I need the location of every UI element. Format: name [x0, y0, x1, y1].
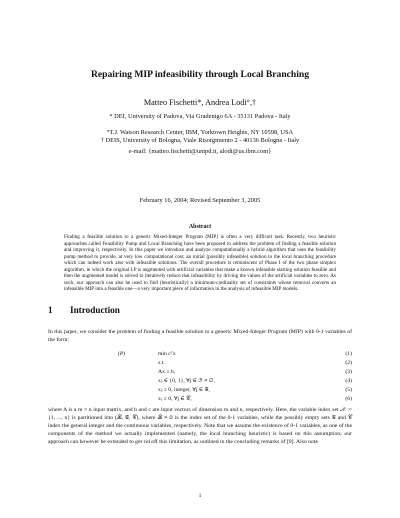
formulation-row	[48, 360, 352, 368]
formulation-expression: Ax ≥ b,	[158, 369, 176, 375]
formulation-expression: min cᵀx	[158, 351, 176, 357]
affiliation-padova: * DEI, University of Padova, Via Gradenigo 6A - 35131 Padova - Italy	[109, 113, 291, 120]
formulation-label: (P)	[118, 351, 126, 357]
equation-number: (3)	[345, 369, 352, 375]
equation-number: (5)	[345, 387, 352, 393]
formulation-row	[48, 396, 352, 404]
equation-number: (2)	[345, 360, 352, 366]
formulation-row	[48, 378, 352, 386]
intro-paragraph-1: In this paper, we consider the problem of finding a feasible solution to a generic Mixed-Integer Program (MIP) with 0-1 variables of the form:	[48, 329, 352, 343]
section-title: Introduction	[70, 305, 120, 315]
formulation-expression: xⱼ ∈ {0, 1}, ∀j ∈ ℬ ≠ ∅,	[158, 378, 216, 384]
section-number: 1	[48, 305, 53, 315]
abstract-text: Finding a feasible solution to a generic Mixed-Integer Program (MIP) is often a very difficult task. Recently, two heuristic approaches called Feasibility Pump and Local Branching have been proposed to address the problem of finding a feasible solution and improving it, respectively. In this paper we introduce and analyze computationally a hybrid algorithm that uses the feasibility pump method to provide, at very low computational cost, an initial (possibly infeasible) solution to the local branching procedure which can indeed work also with infeasible solutions. The overall procedure is reminiscent of Phase I of the two phase simplex algorithm, in which the original LP is augmented with artificial variables that make a known infeasible starting solution feasible and then the augmented model is solved to iteratively reduce that infeasibility by driving the values of the artificial variables to zero. As such, our approach can also be used to find (heuristically) a minimum-cardinality set of constraints whose removal converts an infeasible MIP into a feasible one—a very important piece of information in the analysis of infeasible MIP models.	[64, 234, 336, 293]
formulation-expression: xⱼ ≥ 0, integer, ∀j ∈ 𝒢,	[158, 387, 210, 393]
mip-formulation	[48, 351, 352, 403]
formulation-expression: s.t.	[158, 360, 165, 366]
formulation-row	[48, 387, 352, 395]
paper-date: February 16, 2004; Revised September 3, 2005	[139, 197, 261, 204]
equation-number: (1)	[345, 351, 352, 357]
affiliation-ibm: °T.J. Watson Research Center, IBM, Yorktown Heights, NY 10598, USA	[106, 129, 294, 136]
paper-title: Repairing MIP infeasibility through Local Branching	[90, 69, 310, 80]
intro-paragraph-2: where A is a m × n input matrix, and b and c are input vectors of dimension m and n, respectively. Here, the variable index set 𝒩 := {1, ..., n} is partitioned into (ℬ, 𝒢, 𝒞), where ℬ ≠ ∅ is the index set of the 0-1 variables, while the possibly empty sets 𝒢 and 𝒞 index the general integer and the continuous variables, respectively. Note that we assume the existence of 0-1 variables, as one of the components of the method we actually implemented (namely, the local branching heuristic) is based on this assumption; our approach can however be extended to get rid off this limitation, as outlined in the concluding remarks of [9]. Also note	[48, 407, 352, 445]
formulation-row	[48, 369, 352, 377]
formulation-row	[48, 351, 352, 359]
section-heading	[48, 305, 120, 315]
paper-authors: Matteo Fischetti*, Andrea Lodi°,†	[143, 98, 257, 107]
equation-number: (4)	[345, 378, 352, 384]
equation-number: (6)	[345, 396, 352, 402]
page-number: 1	[198, 493, 202, 499]
author-emails: e-mail: {matteo.fischetti@unipd.it, alodi@us.ibm.com}	[128, 148, 272, 155]
affiliation-bologna: † DEIS, University of Bologna, Viale Risorgimento 2 - 40136 Bologna - Italy	[100, 137, 300, 144]
formulation-expression: xⱼ ≥ 0, ∀j ∈ 𝒞,	[158, 396, 192, 402]
abstract-heading: Abstract	[188, 224, 212, 230]
